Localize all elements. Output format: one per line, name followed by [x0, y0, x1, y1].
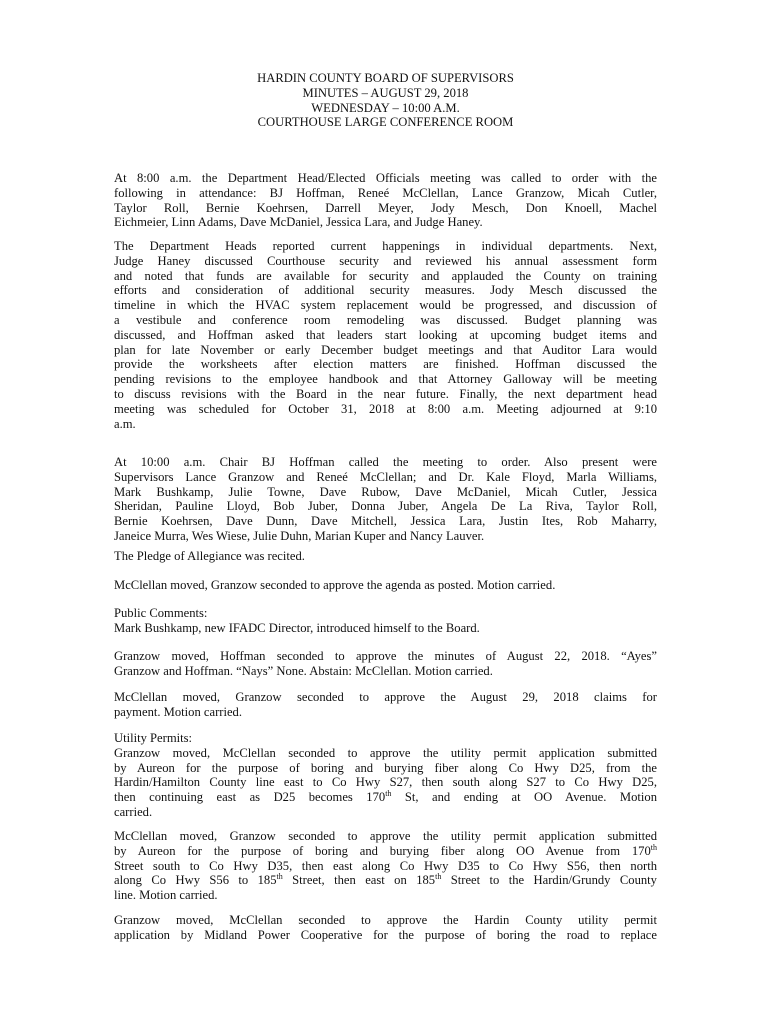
- text-line: efforts and consideration of additional security measures. Jody Mesch discussed the: [114, 283, 657, 298]
- text-line: to discuss revisions with the Board in the near future. Finally, the next department head: [114, 386, 657, 401]
- text-line: Mark Bushkamp, Julie Towne, Dave Rubow, Dave McDaniel, Micah Cutler, Jessica: [114, 484, 657, 499]
- paragraph-agenda-motion: [114, 578, 657, 593]
- text-line: meeting was scheduled for October 31, 2018 at 8:00 a.m. Meeting adjourned at 9:10: [114, 401, 657, 416]
- text-line: [114, 790, 657, 805]
- text-line: Hardin/Hamilton County line east to Co Hwy S27, then south along S27 to Co Hwy D25,: [114, 775, 657, 790]
- text-line: At 8:00 a.m. the Department Head/Elected Officials meeting was called to order with the: [114, 171, 657, 185]
- text-line: provide the worksheets after election matters are finished. Hoffman discussed the: [114, 357, 657, 372]
- text-line: application by Midland Power Cooperative for the purpose of boring the road to replace: [114, 927, 657, 942]
- header-location: COURTHOUSE LARGE CONFERENCE ROOM: [257, 115, 514, 130]
- text-segment: along Co Hwy S56 to 185: [114, 873, 277, 888]
- text-line: Eichmeier, Linn Adams, Dave McDaniel, Jessica Lara, and Judge Haney.: [114, 215, 483, 230]
- paragraph-pledge: [114, 549, 657, 564]
- text-line: line. Motion carried.: [114, 888, 218, 903]
- text-line: carried.: [114, 804, 153, 819]
- paragraph-meeting-called-to-order: [114, 455, 657, 544]
- text-segment: Street to the Hardin/Grundy County: [441, 873, 657, 888]
- text-line: McClellan moved, Granzow seconded to approve the utility permit application submitted: [114, 829, 657, 843]
- text-line: Janeice Murra, Wes Wiese, Julie Duhn, Marian Kuper and Nancy Lauver.: [114, 528, 485, 543]
- text-line: a vestibule and conference room remodeling was discussed. Budget planning was: [114, 312, 657, 327]
- text-line: Judge Haney discussed Courthouse security and reviewed his annual assessment form: [114, 253, 657, 268]
- text-line: following in attendance: BJ Hoffman, Reneé McClellan, Lance Granzow, Micah Cutler,: [114, 185, 657, 200]
- text-line: The Pledge of Allegiance was recited.: [114, 549, 305, 563]
- text-line: [114, 844, 657, 859]
- text-segment: then continuing east as D25 becomes 170: [114, 790, 386, 805]
- text-line: Supervisors Lance Granzow and Reneé McClellan; and Dr. Kale Floyd, Marla Williams,: [114, 469, 657, 484]
- text-line: discussed, and Hoffman asked that leaders start looking at upcoming budget items and: [114, 327, 657, 342]
- paragraph-minutes-motion: [114, 649, 657, 679]
- text-segment: Street, then east on 185: [282, 873, 436, 888]
- text-line: Taylor Roll, Bernie Koehrsen, Darrell Meyer, Jody Mesch, Don Knoell, Machel: [114, 200, 657, 215]
- header-title: HARDIN COUNTY BOARD OF SUPERVISORS: [257, 71, 514, 85]
- paragraph-utility-permits-aureon-1: [114, 731, 657, 820]
- text-line: Granzow and Hoffman. “Nays” None. Abstain: McClellan. Motion carried.: [114, 663, 493, 678]
- text-line: by Aureon for the purpose of boring and burying fiber along Co Hwy D25, from the: [114, 760, 657, 775]
- section-heading: Utility Permits:: [114, 731, 193, 745]
- text-line: payment. Motion carried.: [114, 704, 242, 719]
- paragraph-department-heads-report: [114, 239, 657, 431]
- text-line: McClellan moved, Granzow seconded to approve the agenda as posted. Motion carried.: [114, 578, 556, 592]
- section-heading: Public Comments:: [114, 606, 208, 620]
- text-line: At 10:00 a.m. Chair BJ Hoffman called the meeting to order. Also present were: [114, 455, 657, 469]
- text-segment: by Aureon for the purpose of boring and burying fiber along OO Avenue from 170: [114, 843, 651, 858]
- ordinal-suffix: th: [276, 872, 283, 882]
- ordinal-suffix: th: [650, 842, 657, 852]
- text-line: Sheridan, Pauline Lloyd, Bob Juber, Donna Juber, Angela De La Riva, Taylor Roll,: [114, 499, 657, 514]
- paragraph-public-comments: [114, 606, 657, 636]
- text-line: Bernie Koehrsen, Dave Dunn, Dave Mitchell, Jessica Lara, Justin Ites, Rob Maharry,: [114, 514, 657, 529]
- text-line: Street south to Co Hwy D35, then east along Co Hwy D35 to Co Hwy S56, then north: [114, 858, 657, 873]
- text-line: Mark Bushkamp, new IFADC Director, introduced himself to the Board.: [114, 620, 480, 635]
- text-line: Granzow moved, McClellan seconded to approve the utility permit application submitted: [114, 745, 657, 760]
- text-line: and noted that funds are available for security and applauded the County on training: [114, 268, 657, 283]
- text-line: Granzow moved, McClellan seconded to approve the Hardin County utility permit: [114, 913, 657, 927]
- header-day-time: WEDNESDAY – 10:00 A.M.: [311, 100, 460, 115]
- text-line: The Department Heads reported current happenings in individual departments. Next,: [114, 239, 657, 253]
- paragraph-department-heads-attendance: [114, 171, 657, 230]
- text-line: [114, 873, 657, 888]
- text-line: pending revisions to the employee handbook and that Attorney Galloway will be meeting: [114, 372, 657, 387]
- paragraph-midland-power-permit: [114, 913, 657, 943]
- text-line: McClellan moved, Granzow seconded to approve the August 29, 2018 claims for: [114, 690, 657, 704]
- header-minutes-date: MINUTES – AUGUST 29, 2018: [302, 85, 469, 100]
- paragraph-utility-permits-aureon-2: [114, 829, 657, 903]
- text-line: plan for late November or early December budget meetings and that Auditor Lara would: [114, 342, 657, 357]
- document-header: [114, 71, 657, 130]
- paragraph-claims-motion: [114, 690, 657, 720]
- ordinal-suffix: th: [385, 789, 392, 798]
- ordinal-suffix: th: [435, 872, 442, 882]
- text-line: Granzow moved, Hoffman seconded to approve the minutes of August 22, 2018. “Ayes”: [114, 649, 657, 663]
- text-line: timeline in which the HVAC system replacement would be progressed, and discussion of: [114, 298, 657, 313]
- text-line: a.m.: [114, 416, 136, 431]
- text-segment: St, and ending at OO Avenue. Motion: [391, 790, 657, 805]
